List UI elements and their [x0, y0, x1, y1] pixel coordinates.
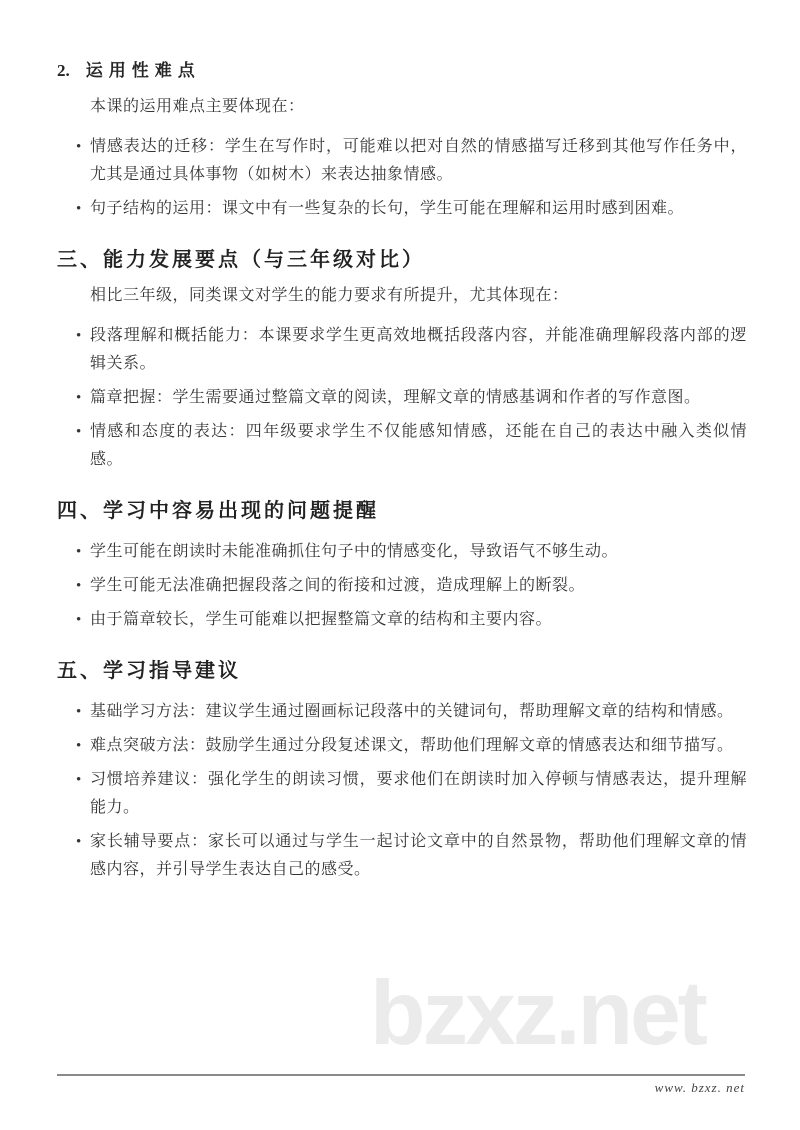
subheading-number: 2. — [57, 61, 70, 80]
watermark-text: bzxz.net — [370, 963, 705, 1064]
bullet-item: • 段落理解和概括能力：本课要求学生更高效地概括段落内容，并能准确理解段落内部的逻辑关系。 — [57, 322, 747, 378]
bullet-item: • 学生可能无法准确把握段落之间的衔接和过渡，造成理解上的断裂。 — [57, 572, 747, 600]
intro-paragraph: 相比三年级，同类课文对学生的能力要求有所提升，尤其体现在： — [90, 287, 569, 304]
bullet-item: • 难点突破方法：鼓励学生通过分段复述课文，帮助他们理解文章的情感表达和细节描写。 — [57, 732, 747, 760]
bullet-list — [57, 698, 747, 884]
subheading-application-difficulties — [57, 56, 747, 86]
bullet-item: • 情感和态度的表达：四年级要求学生不仅能感知情感，还能在自己的表达中融入类似情感。 — [57, 418, 747, 474]
section-ability-development — [57, 245, 747, 474]
bullet-item: • 篇章把握：学生需要通过整篇文章的阅读，理解文章的情感基调和作者的写作意图。 — [57, 384, 747, 412]
footer-site-url: www. bzxz. net — [654, 1080, 745, 1095]
footer-divider — [57, 1074, 745, 1076]
bullet-item: • 习惯培养建议：强化学生的朗读习惯，要求他们在朗读时加入停顿与情感表达，提升理解能力。 — [57, 766, 747, 822]
bullet-item: • 由于篇章较长，学生可能难以把握整篇文章的结构和主要内容。 — [57, 606, 747, 634]
bullet-list — [57, 133, 747, 223]
bullet-item: • 基础学习方法：建议学生通过圈画标记段落中的关键词句，帮助理解文章的结构和情感。 — [57, 698, 747, 726]
bullet-list — [57, 538, 747, 634]
section-application-difficulties — [57, 56, 747, 223]
section-study-guidance — [57, 656, 747, 884]
bullet-item: • 情感表达的迁移：学生在写作时，可能难以把对自然的情感描写迁移到其他写作任务中，尤其是通过具体事物（如树木）来表达抽象情感。 — [57, 133, 747, 189]
bullet-list — [57, 322, 747, 474]
document-content — [57, 0, 747, 890]
section-heading-ability-development: 三、能力发展要点（与三年级对比） — [57, 249, 425, 271]
section-heading-common-problems: 四、学习中容易出现的问题提醒 — [57, 500, 379, 522]
section-common-problems — [57, 496, 747, 634]
subheading-title: 运用性难点 — [85, 61, 201, 80]
bullet-item: • 家长辅导要点：家长可以通过与学生一起讨论文章中的自然景物，帮助他们理解文章的情感内容，并引导学生表达自己的感受。 — [57, 828, 747, 884]
intro-paragraph: 本课的运用难点主要体现在： — [90, 98, 305, 115]
bullet-item: • 学生可能在朗读时未能准确抓住句子中的情感变化，导致语气不够生动。 — [57, 538, 747, 566]
bullet-item: • 句子结构的运用：课文中有一些复杂的长句，学生可能在理解和运用时感到困难。 — [57, 195, 747, 223]
section-heading-study-guidance: 五、学习指导建议 — [57, 660, 241, 682]
